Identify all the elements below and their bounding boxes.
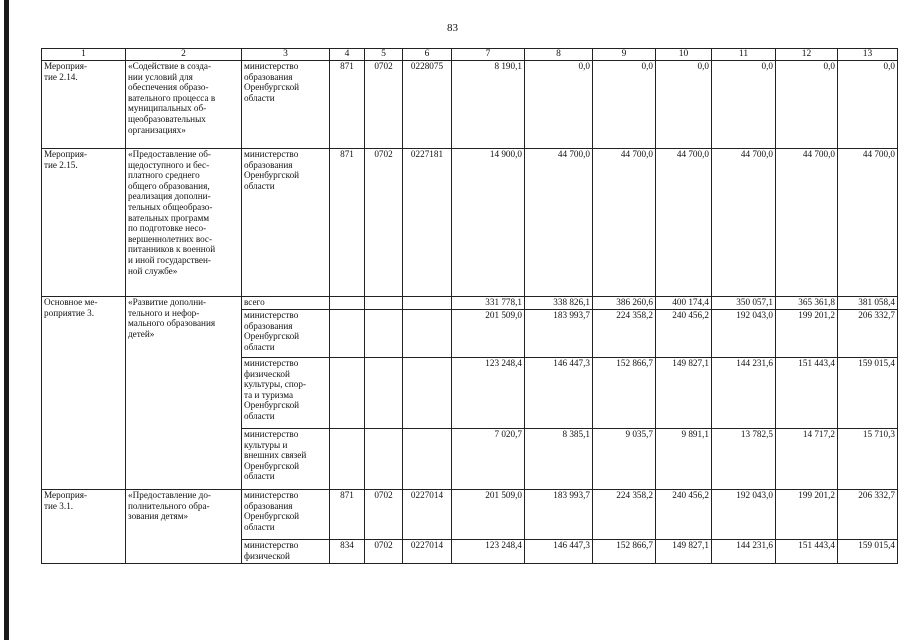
code-section-cell: 0702 — [365, 61, 403, 149]
amount-cell: 44 700,0 — [776, 149, 838, 297]
column-header-8: 8 — [525, 49, 593, 61]
amount-cell: 146 447,3 — [525, 358, 593, 429]
amount-cell: 400 174,4 — [656, 297, 712, 310]
activity-label: Мероприя- тие 3.1. — [42, 490, 126, 564]
code-target-cell: 0227014 — [403, 540, 452, 564]
amount-cell: 240 456,2 — [656, 490, 712, 540]
activity-label: Основное ме- роприятие 3. — [42, 297, 126, 490]
code-target-cell: 0227014 — [403, 490, 452, 540]
table-row — [42, 149, 898, 297]
amount-cell: 0,0 — [838, 61, 898, 149]
code-grbs-cell — [330, 429, 365, 490]
amount-cell: 149 827,1 — [656, 540, 712, 564]
executor-cell: министерство культуры и внешних связей Оренбургской области — [242, 429, 330, 490]
column-header-9: 9 — [593, 49, 656, 61]
amount-cell: 159 015,4 — [838, 540, 898, 564]
column-header-4: 4 — [330, 49, 365, 61]
budget-table — [41, 48, 898, 564]
amount-cell: 201 509,0 — [452, 310, 525, 358]
executor-cell: всего — [242, 297, 330, 310]
table-row — [42, 297, 898, 310]
amount-cell: 206 332,7 — [838, 310, 898, 358]
executor-cell: министерство физической культуры, спор- та и туризма Оренбургской области — [242, 358, 330, 429]
code-section-cell: 0702 — [365, 540, 403, 564]
executor-cell: министерство образования Оренбургской области — [242, 490, 330, 540]
amount-cell: 224 358,2 — [593, 310, 656, 358]
amount-cell: 386 260,6 — [593, 297, 656, 310]
amount-cell: 192 043,0 — [712, 490, 776, 540]
amount-cell: 183 993,7 — [525, 310, 593, 358]
code-section-cell: 0702 — [365, 490, 403, 540]
amount-cell: 144 231,6 — [712, 358, 776, 429]
code-target-cell — [403, 429, 452, 490]
amount-cell: 146 447,3 — [525, 540, 593, 564]
scan-border-bar — [4, 0, 9, 640]
code-section-cell — [365, 310, 403, 358]
activity-name: «Предоставление до- полнительного обра- зования детям» — [126, 490, 242, 564]
amount-cell: 199 201,2 — [776, 490, 838, 540]
amount-cell: 15 710,3 — [838, 429, 898, 490]
code-target-cell — [403, 310, 452, 358]
code-target-cell: 0228075 — [403, 61, 452, 149]
amount-cell: 151 443,4 — [776, 540, 838, 564]
amount-cell: 44 700,0 — [838, 149, 898, 297]
amount-cell: 8 190,1 — [452, 61, 525, 149]
amount-cell: 152 866,7 — [593, 358, 656, 429]
amount-cell: 9 891,1 — [656, 429, 712, 490]
amount-cell: 13 782,5 — [712, 429, 776, 490]
amount-cell: 240 456,2 — [656, 310, 712, 358]
page-number: 83 — [447, 22, 458, 34]
amount-cell: 44 700,0 — [656, 149, 712, 297]
amount-cell: 123 248,4 — [452, 358, 525, 429]
amount-cell: 0,0 — [525, 61, 593, 149]
amount-cell: 14 717,2 — [776, 429, 838, 490]
amount-cell: 44 700,0 — [593, 149, 656, 297]
amount-cell: 0,0 — [776, 61, 838, 149]
table-row — [42, 61, 898, 149]
code-grbs-cell — [330, 310, 365, 358]
column-header-6: 6 — [403, 49, 452, 61]
executor-cell: министерство образования Оренбургской области — [242, 61, 330, 149]
code-grbs-cell: 871 — [330, 149, 365, 297]
amount-cell: 201 509,0 — [452, 490, 525, 540]
amount-cell: 381 058,4 — [838, 297, 898, 310]
amount-cell: 192 043,0 — [712, 310, 776, 358]
activity-label: Мероприя- тие 2.15. — [42, 149, 126, 297]
table-row — [42, 490, 898, 540]
column-header-5: 5 — [365, 49, 403, 61]
amount-cell: 159 015,4 — [838, 358, 898, 429]
amount-cell: 44 700,0 — [712, 149, 776, 297]
column-header-1: 1 — [42, 49, 126, 61]
amount-cell: 350 057,1 — [712, 297, 776, 310]
amount-cell: 183 993,7 — [525, 490, 593, 540]
column-header-3: 3 — [242, 49, 330, 61]
executor-cell: министерство физической — [242, 540, 330, 564]
code-grbs-cell: 834 — [330, 540, 365, 564]
amount-cell: 14 900,0 — [452, 149, 525, 297]
code-section-cell: 0702 — [365, 149, 403, 297]
amount-cell: 9 035,7 — [593, 429, 656, 490]
code-target-cell — [403, 297, 452, 310]
activity-name: «Развитие дополни- тельного и нефор- мального образования детей» — [126, 297, 242, 490]
amount-cell: 152 866,7 — [593, 540, 656, 564]
amount-cell: 44 700,0 — [525, 149, 593, 297]
code-section-cell — [365, 429, 403, 490]
column-header-11: 11 — [712, 49, 776, 61]
amount-cell: 149 827,1 — [656, 358, 712, 429]
column-header-10: 10 — [656, 49, 712, 61]
column-header-12: 12 — [776, 49, 838, 61]
amount-cell: 144 231,6 — [712, 540, 776, 564]
amount-cell: 0,0 — [593, 61, 656, 149]
amount-cell: 0,0 — [656, 61, 712, 149]
code-section-cell — [365, 358, 403, 429]
table-header-row — [42, 49, 898, 61]
column-header-7: 7 — [452, 49, 525, 61]
code-section-cell — [365, 297, 403, 310]
amount-cell: 224 358,2 — [593, 490, 656, 540]
code-grbs-cell: 871 — [330, 61, 365, 149]
activity-name: «Содействие в созда- нии условий для обеспечения образо- вательного процесса в муниципальных об- щеобразовательных организациях» — [126, 61, 242, 149]
code-grbs-cell — [330, 358, 365, 429]
code-target-cell — [403, 358, 452, 429]
amount-cell: 199 201,2 — [776, 310, 838, 358]
amount-cell: 8 385,1 — [525, 429, 593, 490]
amount-cell: 206 332,7 — [838, 490, 898, 540]
executor-cell: министерство образования Оренбургской области — [242, 310, 330, 358]
executor-cell: министерство образования Оренбургской области — [242, 149, 330, 297]
amount-cell: 123 248,4 — [452, 540, 525, 564]
activity-label: Мероприя- тие 2.14. — [42, 61, 126, 149]
code-target-cell: 0227181 — [403, 149, 452, 297]
code-grbs-cell: 871 — [330, 490, 365, 540]
amount-cell: 331 778,1 — [452, 297, 525, 310]
activity-name: «Предоставление об- щедоступного и бес- платного среднего общего образования, реализация дополни- тельных общеобразо- вательных программ по подготовке несо- вершеннолетних вос- питанников к военной и иной государствен- ной службе» — [126, 149, 242, 297]
code-grbs-cell — [330, 297, 365, 310]
amount-cell: 365 361,8 — [776, 297, 838, 310]
amount-cell: 338 826,1 — [525, 297, 593, 310]
amount-cell: 151 443,4 — [776, 358, 838, 429]
amount-cell: 0,0 — [712, 61, 776, 149]
column-header-2: 2 — [126, 49, 242, 61]
column-header-13: 13 — [838, 49, 898, 61]
amount-cell: 7 020,7 — [452, 429, 525, 490]
